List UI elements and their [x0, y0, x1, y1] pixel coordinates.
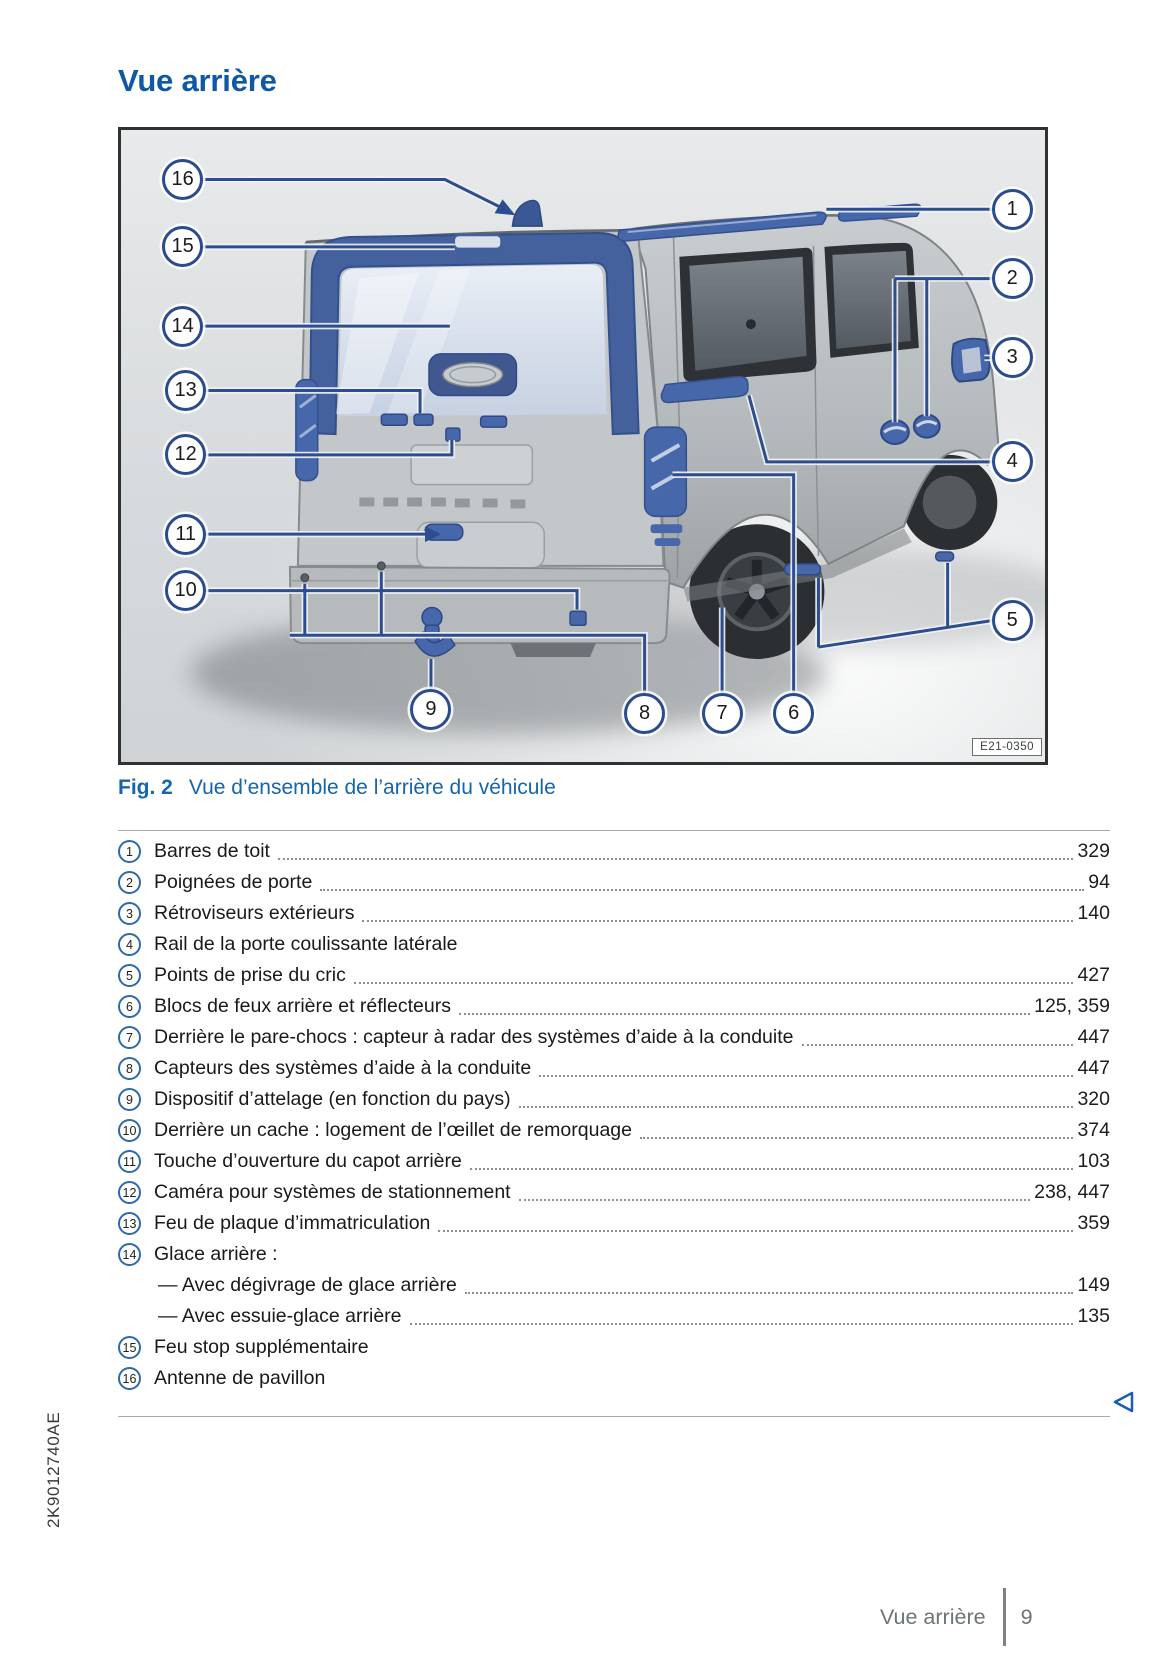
legend-row	[118, 1208, 1110, 1239]
rear-window-frame	[310, 233, 639, 434]
dotted-leader	[519, 1199, 1031, 1201]
legend-item-label: Caméra pour systèmes de stationnement	[154, 1181, 511, 1203]
legend-row	[118, 1177, 1110, 1208]
jack-point-marker	[785, 564, 821, 575]
legend-item-label: Blocs de feux arrière et réflecteurs	[154, 995, 451, 1017]
dotted-leader	[802, 1044, 1074, 1046]
footer-section-title: Vue arrière	[880, 1604, 986, 1629]
figure-callout-4: 4	[992, 441, 1033, 482]
parking-camera	[446, 428, 460, 441]
legend-item-number: 13	[118, 1212, 141, 1235]
legend-item-label: Feu stop supplémentaire	[154, 1336, 369, 1358]
figure-callout-9: 9	[410, 689, 451, 730]
legend-item-label: Touche d’ouverture du capot arrière	[154, 1150, 462, 1172]
page-title: Vue arrière	[118, 63, 277, 98]
high-mount-stop-light	[454, 235, 502, 249]
legend-item-label: Points de prise du cric	[154, 964, 346, 986]
tow-eyelet-cover	[570, 611, 586, 625]
rear-bumper	[290, 567, 670, 643]
figure-callout-13: 13	[165, 370, 206, 411]
legend-item-label: Poignées de porte	[154, 871, 313, 893]
parking-sensor	[377, 562, 385, 570]
legend-item-number: 3	[118, 902, 141, 925]
legend-row	[118, 1053, 1110, 1084]
legend-item-label: — Avec essuie-glace arrière	[158, 1305, 402, 1327]
legend-item-number: 15	[118, 1336, 141, 1359]
legend-item-number: 12	[118, 1181, 141, 1204]
document-code: 2K9012740AE	[44, 1411, 63, 1528]
legend-row	[118, 1301, 1110, 1332]
dotted-leader	[438, 1230, 1073, 1232]
legend-item-number: 5	[118, 964, 141, 987]
legend-row	[118, 1146, 1110, 1177]
figure-image-code: E21-0350	[972, 738, 1042, 756]
legend-item-page-ref[interactable]: 149	[1077, 1274, 1110, 1296]
exterior-mirror	[952, 339, 990, 382]
legend-row	[118, 1022, 1110, 1053]
figure-callout-8: 8	[624, 693, 665, 734]
legend-item-page-ref[interactable]: 329	[1077, 840, 1110, 862]
vehicle-rear-figure	[118, 127, 1048, 765]
legend-item-label: — Avec dégivrage de glace arrière	[158, 1274, 457, 1296]
legend-item-label: Dispositif d’attelage (en fonction du pays)	[154, 1088, 511, 1110]
footer-divider	[1003, 1588, 1006, 1646]
jack-point-marker	[936, 552, 954, 561]
legend-row	[118, 836, 1110, 867]
vehicle-rear-illustration	[121, 130, 1045, 762]
legend-list	[118, 830, 1110, 1417]
legend-row	[118, 867, 1110, 898]
dotted-leader	[278, 858, 1073, 860]
legend-item-page-ref[interactable]: 374	[1077, 1119, 1110, 1141]
dotted-leader	[362, 920, 1073, 922]
figure-callout-16: 16	[162, 159, 203, 200]
previous-page-triangle-icon[interactable]	[1112, 1391, 1134, 1413]
figure-callout-7: 7	[702, 693, 743, 734]
figure-callout-2: 2	[992, 258, 1033, 299]
legend-row	[118, 1270, 1110, 1301]
legend-item-page-ref[interactable]: 447	[1077, 1057, 1110, 1079]
legend-item-number: 4	[118, 933, 141, 956]
legend-item-page-ref[interactable]: 135	[1077, 1305, 1110, 1327]
legend-item-page-ref[interactable]: 140	[1077, 902, 1110, 924]
figure-callout-14: 14	[162, 306, 203, 347]
legend-item-number: 1	[118, 840, 141, 863]
legend-row	[118, 960, 1110, 991]
legend-row	[118, 929, 1110, 960]
footer-page-number: 9	[1020, 1604, 1033, 1629]
legend-row	[118, 898, 1110, 929]
legend-row	[118, 1332, 1110, 1363]
legend-row	[118, 1084, 1110, 1115]
license-plate-recess	[411, 445, 532, 485]
dotted-leader	[354, 982, 1074, 984]
figure-callout-15: 15	[162, 226, 203, 267]
legend-item-page-ref[interactable]: 359	[1077, 1212, 1110, 1234]
legend-item-number: 7	[118, 1026, 141, 1049]
legend-item-label: Barres de toit	[154, 840, 270, 862]
legend-item-number: 11	[118, 1150, 141, 1173]
figure-callout-6: 6	[773, 693, 814, 734]
legend-item-label: Capteurs des systèmes d’aide à la conduite	[154, 1057, 532, 1079]
legend-row	[118, 1239, 1110, 1270]
legend-rows	[118, 836, 1110, 1394]
dotted-leader	[640, 1137, 1073, 1139]
dotted-leader	[519, 1106, 1074, 1108]
legend-item-label: Rail de la porte coulissante latérale	[154, 933, 458, 955]
legend-item-number: 2	[118, 871, 141, 894]
legend-row	[118, 991, 1110, 1022]
figure-callout-12: 12	[165, 434, 206, 475]
dotted-leader	[465, 1292, 1074, 1294]
legend-item-number: 14	[118, 1243, 141, 1266]
legend-item-page-ref[interactable]: 427	[1077, 964, 1110, 986]
legend-item-page-ref[interactable]: 94	[1088, 871, 1110, 893]
brand-emblem	[429, 354, 516, 396]
figure-caption-label: Fig. 2	[118, 776, 173, 799]
legend-item-label: Glace arrière :	[154, 1243, 278, 1265]
parking-sensor	[301, 574, 309, 582]
legend-item-label: Feu de plaque d’immatriculation	[154, 1212, 431, 1234]
figure-callout-11: 11	[165, 514, 206, 555]
dotted-leader	[470, 1168, 1074, 1170]
figure-caption-text: Vue d’ensemble de l’arrière du véhicule	[188, 776, 556, 799]
legend-item-label: Derrière un cache : logement de l’œillet de remorquage	[154, 1119, 632, 1141]
figure-callout-3: 3	[992, 337, 1033, 378]
legend-item-page-ref[interactable]: 125, 359	[1034, 995, 1110, 1017]
dotted-leader	[320, 889, 1084, 891]
legend-item-page-ref[interactable]: 238, 447	[1034, 1181, 1110, 1203]
dotted-leader	[459, 1013, 1030, 1015]
legend-item-label: Antenne de pavillon	[154, 1367, 326, 1389]
legend-item-number: 8	[118, 1057, 141, 1080]
legend-row	[118, 1363, 1110, 1394]
legend-item-page-ref[interactable]: 447	[1077, 1026, 1110, 1048]
legend-item-page-ref[interactable]: 103	[1077, 1150, 1110, 1172]
figure-callout-10: 10	[165, 570, 206, 611]
legend-item-label: Rétroviseurs extérieurs	[154, 902, 355, 924]
legend-item-label: Derrière le pare-chocs : capteur à radar des systèmes d’aide à la conduite	[154, 1026, 794, 1048]
legend-item-number: 9	[118, 1088, 141, 1111]
figure-caption	[118, 776, 556, 800]
legend-item-number: 10	[118, 1119, 141, 1142]
legend-item-number: 16	[118, 1367, 141, 1390]
figure-callout-1: 1	[992, 189, 1033, 230]
dotted-leader	[539, 1075, 1073, 1077]
legend-item-number: 6	[118, 995, 141, 1018]
dotted-leader	[410, 1323, 1074, 1325]
page-footer	[880, 1585, 1033, 1649]
figure-callout-5: 5	[992, 600, 1033, 641]
legend-item-page-ref[interactable]: 320	[1077, 1088, 1110, 1110]
legend-row	[118, 1115, 1110, 1146]
